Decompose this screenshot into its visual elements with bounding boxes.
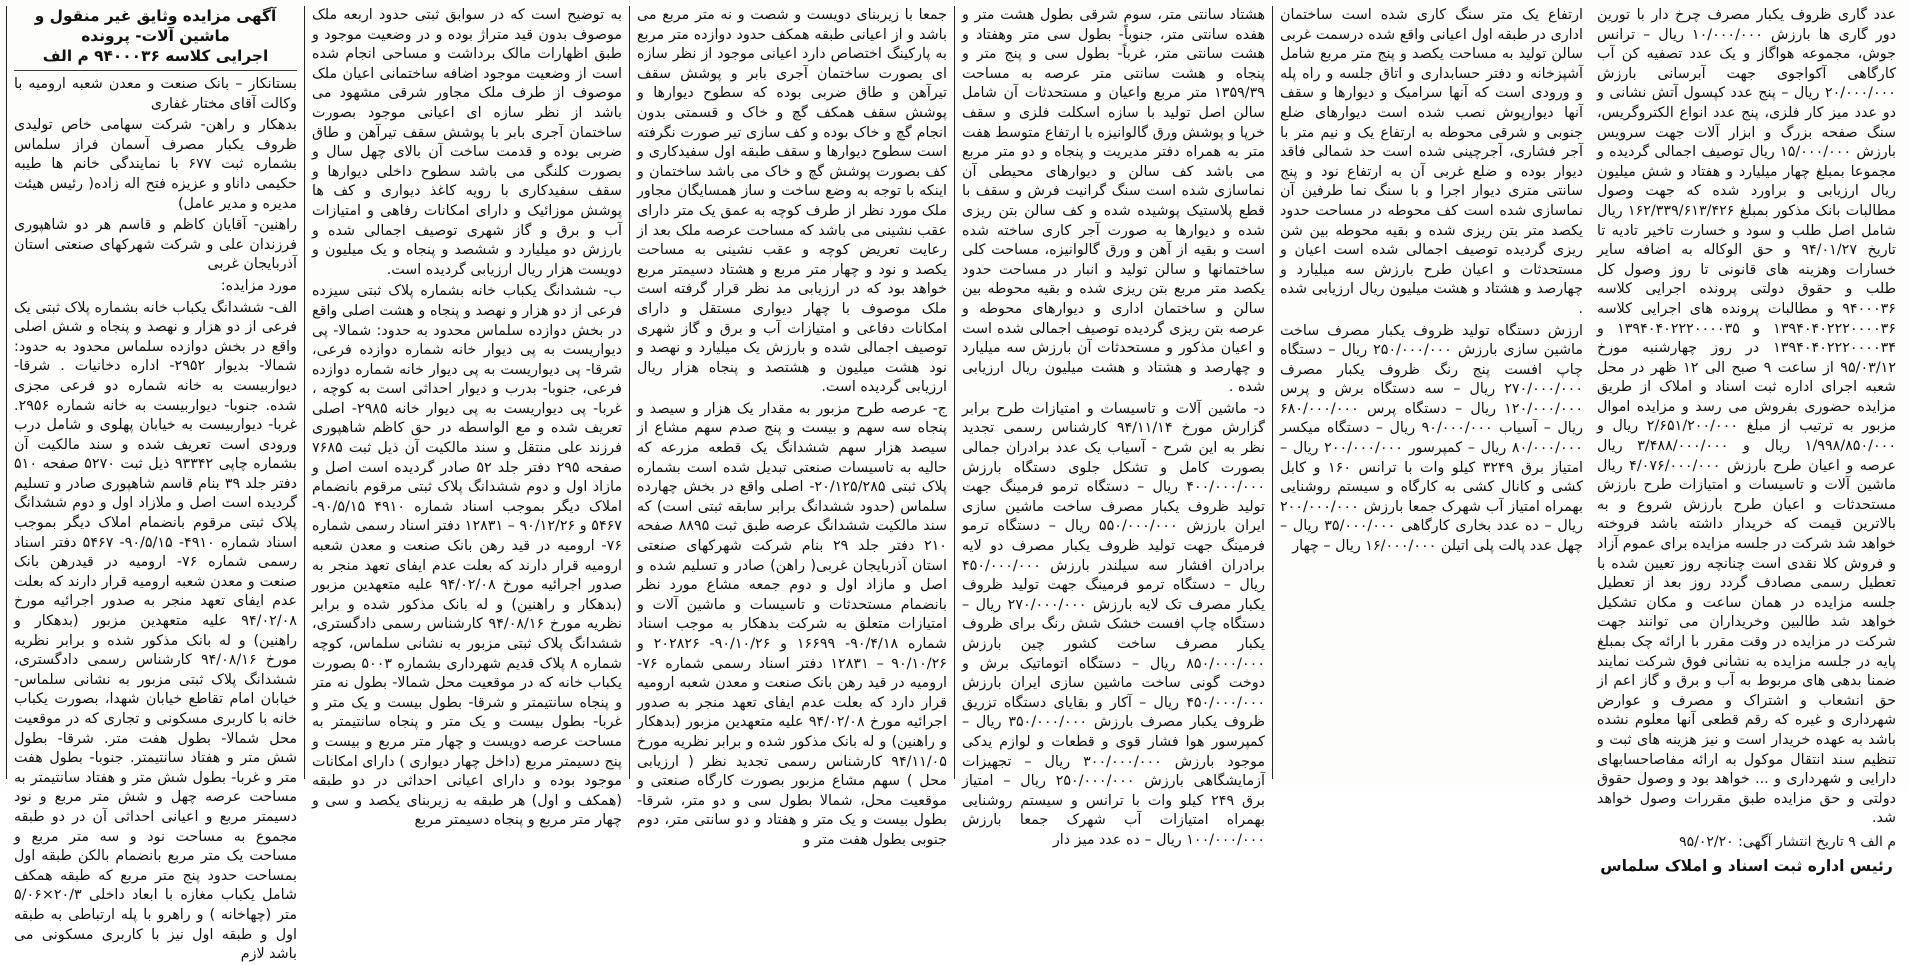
paragraph: بدهکار و راهن- شرکت سهامی خاص تولیدی ظروف یکبار مصرف آسمان فراز سلماس بشماره ثبت ۶۷۷ با نمایندگی خانم ها طیبه حکیمی داناو و عزیزه فتح اله زاده( رئیس هیئت مدیره و مدیر عامل) xyxy=(14,117,298,212)
column-2 xyxy=(304,6,629,829)
paragraph: ارزش دستگاه تولید ظروف یکبار مصرف ساخت ماشین سازی بارزش ۲۵۰/۰۰۰/۰۰۰ ریال – دستگاه چاپ افست پنج رنگ ظروف یکبار مصرف ۲۷۰/۰۰۰/۰۰۰ ریال – سه دستگاه برش و پرس ۱۲۰/۰۰۰/۰۰۰ ریال – دستگاه پرس ۶۸۰/۰۰۰/۰۰۰ ریال – آسیاب ۹۰/۰۰۰/۰۰۰ ریال – دستگاه میکسر ۸۰/۰۰۰/۰۰۰ ریال – کمپرسور ۲۰۰/۰۰۰/۰۰۰ ریال – امتیاز برق ۳۲۴۹ کیلو وات با ترانس ۱۶۰ و کابل کشی و کانال کشی به کارگاه و سیستم روشنایی بهمراه امتیاز آب شهرک جمعا بارزش ۲۰۰/۰۰۰/۰۰۰ ریال – ده عدد بخاری کارگاهی ۳۵/۰۰۰/۰۰۰ ریال – چهل عدد پالت پلی اتیلن ۱۶/۰۰۰/۰۰۰ ریال – چهار xyxy=(1280,322,1583,555)
paragraph: ارتفاع یک متر سنگ کاری شده است ساختمان اداری در طبقه اول اعیانی واقع شده درسمت غربی سالن تولید به مساحت یکصد و پنج متر مربع شامل آشپزخانه و دفتر حسابداری و اتاق جلسه و راه پله و ورودی است که آنها سرامیک و دیوارها و سقف آنها دیوارپوش نصب شده است دیوارهای ضلع جنوبی و شرقی محوطه به ارتفاع یک و نیم متر با آجر فشاری، آجرچینی شده است حد شمالی فاقد دیوار بوده و ضلع غربی آن به ارتفاع نود و پنج سانتی متری دیوار اجرا و با سنگ نما طرفین آن نماسازی شده است کف محوطه در مساحت حدود یکصد متر بتن ریزی شده و بقیه محوطه بین شن ریزی گردیده توصیف اجمالی شده است اعیان و مستحدثات و اعیان طرح بارزش سه میلیارد و چهارصد و هشتاد و هشت میلیون ریال ارزیابی شده . xyxy=(1280,7,1583,317)
paragraph: به توضیح است که در سوابق ثبتی حدود اربعه ملک موصوف بدون قید متراژ بوده و در وضعیت موجود و طبق اظهارات مالک برداشت و مساحی انجام شده است از وضعیت موجود اضافه ساختمانی اعیان ملک موصوف از طرف ملک مجاور شرقی مشهود می باشد از نظر سازه ای اعیانی موجود بصورت ساختمان آجری بابر با پوشش سقف تیرآهن و طاق ضربی بوده و قدمت ساخت آن بالای چهل سال و بصورت کلنگی می باشد سطوح داخلی دیوارها و سقف سفیدکاری با رویه کاغذ دیواری و کف ها پوشش موزائیک و دارای امکانات رفاهی و امتیازات آب و برق و گاز شهری توصیف اجمالی شده و بارزش دو میلیارد و ششصد و پنجاه و یک میلیون و دویست هزار ریال ارزیابی گردیده است. xyxy=(312,7,622,278)
signature-office: رئیس اداره ثبت اسناد و املاک سلماس xyxy=(1600,856,1893,875)
column-3 xyxy=(629,6,954,848)
paragraph: هشتاد سانتی متر، سوم شرقی بطول هشت متر و هفده سانتی متر، جنوباً- بطول سی متر وهفتاد و هشت سانتی متر، غرباً- بطول سی و پنج متر و پنجاه و هشت سانتی متر عرصه به مساحت ۱۳۵۹/۳۹ متر مربع واعیان و مستحدثات آن شامل سالن اصل تولید با سازه اسکلت فلزی و سقف خرپا و پوشش ورق گالوانیزه با ارتفاع متوسط هفت متر به همراه دفتر مدیریت و پنجاه و دو متر مربع می باشد کف سالن و دیوارهای محیطی آن نماسازی شده است سنگ گرانیت فرش و سقف با قطع پلاستیک پوشیده شده و کف سالن بتن ریزی شده و دیوارها به صورت آجر کاری ساخته شده است و بقیه از آهن و ورق گالوانیزه، مساحت کلی ساختمانها و سالن تولید و انبار در مساحت حدود یکصد متر مربع بتن ریزی شده و بقیه محوطه بین سالن و ساختمان اداری و دیوارهای محوطه و عرصه بتن ریزی گردیده توصیف اجمالی شده است و اعیان مذکور و مستحدثات آن بارزش سه میلیارد و چهارصد و هشتاد و هشت میلیون ریال ارزیابی شده . xyxy=(962,7,1265,396)
paragraph: جمعا با زیربنای دویست و شصت و نه متر مربع می باشد و از اعیانی طبقه همکف حدود دوازده متر مربع به پارکینگ اختصاص دارد اعیانی موجود از نظر سازه ای بصورت ساختمان آجری بابر و پوشش سقف تیرآهن و طاق ضربی بوده که سطوح دیوارها و پوشش سقف همکف گچ و خاک و قسمتی بدون انجام گچ و خاک بوده و کف سازی تیر صورت نگرفته است سطوح دیوارها و سقف طبقه اول سفیدکاری و کف بصورت پوشش گچ و خاک می باشد ساختمان و اینکه با توجه به وضع ساخت و ساز همسایگان مجاور ملک مورد نظر از طرف کوچه به عمق یک متر دارای عقب نشینی می باشد که مساحت عرصه ملک بعد از رعایت تعریض کوچه و عقب نشینی به مساحت یکصد و نود و چهار متر مربع و هشتاد دسیمتر مربع خواهد بود که در ارزیابی مد نظر قرار گرفته است ملک موصوف با چهار دیواری مستقل و دارای امکانات دفاعی و امتیازات آب و برق و گاز شهری توصیف اجمالی شده و بارزش یک میلیارد و نهصد و نود هشت میلیون و هشتصد و پنجاه هزار ریال ارزیابی گردیده است. xyxy=(637,7,947,396)
paragraph: د- ماشین آلات و تاسیسات و امتیازات طرح برابر گزارش مورخ ۹۴/۱۱/۱۴ کارشناس رسمی تجدید نظر به این شرح - آسیاب یک عدد برادران جمالی بصورت کامل و تشکل جلوی دستگاه بارزش ۴۰۰/۰۰۰/۰۰۰ ریال – دستگاه ترمو فرمینگ جهت تولید ظروف یکبار مصرف ساخت ماشین سازی ایران بارزش ۵۵۰/۰۰۰/۰۰۰ ریال – دستگاه ترمو فرمینگ جهت تولید ظروف یکبار مصرف دو لایه برادران افشار سه سیلندر بارزش ۴۵۰/۰۰۰/۰۰۰ ریال – دستگاه ترمو فرمینگ جهت تولید ظروف یکبار مصرف تک لایه بارزش ۲۷۰/۰۰۰/۰۰۰ ریال – دستگاه چاپ افست خشک شش رنگ برای ظروف یکبار مصرف ساخت کشور چین بارزش ۸۵۰/۰۰۰/۰۰۰ ریال – دستگاه اتوماتیک برش و دوخت گونی ساخت ماشین سازی ایران بارزش ۴۵۰/۰۰۰/۰۰۰ ریال – آکار و بقایای دستگاه تزریق ظروف یکبار مصرف بارزش ۳۵۰/۰۰۰/۰۰۰ ریال – کمپرسور هوا فشار قوی و قطعات و لوازم یدکی موجود بارزش ۳۰۰/۰۰۰/۰۰۰ ریال – تجهیزات آزمایشگاهی بارزش ۲۵۰/۰۰۰/۰۰۰ ریال – امتیاز برق ۲۴۹ کیلو وات با ترانس و سیستم روشنایی بهمراه امتیازات آب شهرک جمعا بارزش ۱۰۰/۰۰۰/۰۰۰ ریال – ده عدد میز دار xyxy=(962,400,1265,848)
column-4 xyxy=(954,6,1272,848)
paragraph: بستانکار – بانک صنعت و معدن شعبه ارومیه با وکالت آقای مختار غفاری xyxy=(14,76,297,112)
paragraph: مورد مزایده: xyxy=(220,277,297,294)
notice-title xyxy=(14,6,297,71)
column-6 xyxy=(1590,6,1903,875)
title-line-2: اجرایی کلاسه ۹۴۰۰۰۳۶ م الف xyxy=(42,47,269,65)
column-1 xyxy=(6,6,304,963)
column-5 xyxy=(1272,6,1590,779)
paragraph: الف- ششدانگ یکباب خانه بشماره پلاک ثبتی یک فرعی از دو هزار و نهصد و پنجاه و شش اصلی واقع در بخش دوازده سلماس محدود به حدود: شمالا- بدیوار ۲۹۵۲- اداره دخانیات . شرقا- دیواربیست به خانه شماره دو فرعی مجزی شده. جنوبا- دیواربیست به خانه شماره ۲۹۵۶. غربا- دیواربیست به خیابان پهلوی و شامل درب ورودی است تعریف شده و سند مالکیت آن بشماره چاپی ۹۳۳۴۲ ذیل ثبت ۵۲۷۰ صفحه ۵۱۰ دفتر جلد ۳۹ بنام قاسم شاهپوری صادر و تسلیم گردیده است اصل و ملازاد اول و دوم ششدانگ پلاک ثبتی مرقوم بانضمام املاک دیگر بموجب اسناد شماره ۴۹۱۰- ۹۰/۵/۱۵- ۵۴۶۷ دفتر اسناد رسمی شماره ۷۶- ارومیه در قیدرهن بانک صنعت و معدن شعبه ارومیه قرار دارند که بعلت عدم ایفای تعهد منجر به صدور اجرائیه مورخ ۹۴/۰۲/۰۸ علیه متعهدین مزبور (بدهکار و راهنین) و له بانک مذکور شده و برابر نظریه مورخ ۹۴/۰۸/۱۶ کارشناس رسمی دادگستری، ششدانگ پلاک ثبتی مزبور به نشانی سلماس- خیابان امام تقاطع خیابان شهدا، بصورت یکباب خانه با کاربری مسکونی و تجاری که در موقعیت محل شمالا- بطول هفت متر. شرقا- بطول شش متر و هفتاد سانتیمتر. جنوبا- بطول هفت متر و غربا- بطول شش متر و هفتاد سانتیمتر به مساحت عرصه چهل و شش متر مربع و نود دسیمتر مربع و اعیانی احداثی آن در دو طبقه مجموع به مساحت نود و سه متر مربع و مساحت یک متر مربع بانضمام بالکن طبقه اول بمساحت حدود پنج متر مربع که طبقه همکف شامل یکباب مغازه با ابعاد داخلی ۲۰/۳×۵/۰۶ متر (چهاخانه ) و راهرو با پله ارتباطی به طبقه اول و طبقه اول نیز با کاربری مسکونی می باشد لازم xyxy=(14,299,298,963)
paragraph: عدد گاری ظروف یکبار مصرف چرخ دار با تورین دور گاری ها بارزش ۱۰/۰۰۰/۰۰۰ ریال – ترانس جوش، مجموعه هواگاز و یک عدد تصفیه کن آب کارگاهی آکواجوی جهت آبرسانی بارزش ۲۰/۰۰۰/۰۰۰ ریال – پنج عدد کپسول آتش نشانی و دو عدد میز کار فلزی، پنج عدد انواع الکتروگریس، سنگ صفحه بزرگ و ابزار آلات جهت سرویس بارزش ۱۵/۰۰۰/۰۰۰ ریال توصیف اجمالی گردیده و مجموعا بمبلغ چهار میلیارد و هفتاد و شش میلیون ریال ارزیابی و براورد شده که جهت وصول مطالبات بانک مذکور بمبلغ ۱۶۲/۳۳۹/۶۱۳/۴۲۶ ریال شامل اصل طلب و سود و خسارت تاخیر تادیه تا تاریخ ۹۴/۰۱/۲۷ و حق الوکاله به اضافه سایر خسارات وهزینه های قانونی تا روز وصول کل طلب و حقوق دولتی پرونده اجرایی کلاسه ۹۴۰۰۰۳۶ و مطالبات پرونده های اجرایی کلاسه ۱۳۹۴۰۴۰۲۲۲۰۰۰۰۳۶ و ۱۳۹۴۰۴۰۲۲۲۰۰۰۰۳۵ و ۱۳۹۴۰۴۰۲۲۲۰۰۰۰۳۴ در روز چهارشنبه مورخ ۹۵/۰۳/۱۲ از ساعت ۹ صبح الی ۱۲ ظهر در محل شعبه اجرای اداره ثبت اسناد و املاک از طریق مزایده حضوری بفروش می رسد و مزایده اموال مزبور به ترتیب از مبلغ ۲/۶۵۱/۲۰۰/۰۰۰ ریال و ۱/۹۹۸/۸۵۰/۰۰۰ ریال و ۳/۴۸۸/۰۰۰/۰۰۰ ریال عرصه و اعیان طرح بارزش ۴/۰۷۶/۰۰۰/۰۰۰ ریال ماشین آلات و تاسیسات و امتیازات طرح بارزش مستحدثات و اعیان طرح بارزش شروع و به بالاترین قیمت که خریدار داشته باشد فروخته خواهد شد شرکت در جلسه مزایده برای عموم آزاد و فروش کلا نقدی است چنانچه روز تعیین شده با تعطیل رسمی مصادف گردد روز بعد از تعطیل جلسه مزایده در همان ساعت و مکان تشکیل خواهد شد طالبین وخریداران می توانند جهت شرکت در مزایده در وقت مقرر با ارائه چک بمبلغ پایه در جلسه مزایده به نشانی فوق شرکت نمایند ضمنا بدهی های مربوط به آب و برق و گاز اعم از حق انشعاب و اشتراک و مصرف و عوارض شهرداری و غیره که رقم قطعی آنها معلوم نشده باشد به عهده خریدار است و نیز هزینه های ثبت و تنظیم سند انتقال موکول به ارائه مفاصاحسابهای دارایی و شهرداری و ... خواهد بود و وصول حقوق دولتی و حق مزایده طبق مقررات وصول خواهد شد. xyxy=(1597,7,1897,827)
columns-container xyxy=(6,6,1903,963)
paragraph: ب- ششدانگ یکباب خانه بشماره پلاک ثبتی سیزده فرعی از دو هزار و نهصد و پنجاه و هشت اصلی واقع در بخش دوازده سلماس محدود به حدود: شمالا- پی دیواریست به پی دیوار خانه شماره دوازده فرعی، شرقا- پی دیواریست به پی دیوار خانه شماره دوازده فرعی، جنوبا- بدرب و دیوار احداثی است به کوچه ، غربا- پی دیواریست به پی دیوار خانه ۲۹۸۵- اصلی تعریف شده و مع الواسطه در حق کاظم شاهپوری فرزند علی منتقل و سند مالکیت آن ذیل ثبت ۷۶۸۵ صفحه ۲۹۵ دفتر جلد ۵۲ صادر گردیده است اصل و مازاد اول و دوم ششدانگ پلاک ثبتی مرقوم بانضمام املاک دیگر بموجب اسناد شماره ۴۹۱۰ ۹۰/۵/۱۵- ۵۴۶۷ و ۹۰/۱۲/۲۶ – ۱۲۸۳۱ دفتر اسناد رسمی شماره ۷۶- ارومیه در قید رهن بانک صنعت و معدن شعبه ارومیه قرار دارند که بعلت عدم ایفای تعهد منجر به صدور اجرائیه مورخ ۹۴/۰۲/۰۸ علیه متعهدین مزبور (بدهکار و راهنین) و له بانک مذکور شده و برابر نظریه مورخ ۹۴/۰۸/۱۶ کارشناس رسمی دادگستری، ششدانگ پلاک ثبتی مزبور به نشانی سلماس، کوچه شماره ۸ پلاک قدیم شهرداری بشماره ۵۰۰۳ بصورت یکباب خانه که در موقعیت محل شمالا- بطول نه متر و پنجاه سانتیمتر و شرقا- بطول بیست و یک متر و غربا- بطول بیست و یک متر و پنجاه سانتیمتر به مساحت عرصه دویست و چهار متر مربع و بیست و پنج دسیمتر مربع (داخل چهار دیواری ) دارای امکانات موجود بوده و دارای اعیانی احداثی در دو طبقه (همکف و اول) هر طبقه به زیربنای یکصد و سی و چهار متر مربع و پنجاه دسیمتر مربع xyxy=(312,283,623,829)
title-line-1: آگهی مزایده وثایق غیر منقول و ماشین آلات- پرونده xyxy=(34,7,277,45)
paragraph: ج- عرصه طرح مزبور به مقدار یک هزار و سیصد و پنجاه سه سهم و بیست و پنج صدم سهم مشاع از سیصد هزار سهم ششدانگ یک قطعه مزرعه که حالیه به تاسیسات صنعتی تبدیل شده است بشماره پلاک ثبتی ۲۰/۱۲۵/۲۸۵- اصلی واقع در بخش چهارده سلماس (حدود ششدانگ برابر سابقه ثبتی است) که سند مالکیت ششدانگ عرصه طبق ثبت ۸۸۹۵ صفحه ۲۱۰ دفتر جلد ۲۹ بنام شرکت شهرکهای صنعتی استان آذربایجان غربی( راهن) صادر و تسلیم شده و اصل و مازاد اول و دوم جمعه مشاع مورد نظر بانضمام مستحدثات و تاسیسات و ماشین آلات و امتیازات متعلق به شرکت بدهکار به موجب اسناد شماره ۹۰/۴/۱۸- ۱۶۶۹۹ و ۹۰/۱۰/۲۶- ۲۰۲۸۲۶ و ۹۰/۱۰/۲۶ – ۱۲۸۳۱ دفتر اسناد رسمی شماره ۷۶- ارومیه در قید رهن بانک صنعت و معدن شعبه ارومیه قرار دارد که بعلت عدم ایفای تعهد منجر به صدور اجرائیه مورخ ۹۴/۰۲/۰۸ علیه متعهدین مزبور (بدهکار و راهنین) و له بانک مذکور شده و برابر نظریه مورخ ۹۴/۱۱/۰۵ کارشناس رسمی تجدید نظر ( ارزیابی محل ) سهم مشاع مزبور بصورت کارگاه صنعتی و موقعیت محل، شمالا بطول سی و دو متر، شرقا- بطول بیست و یک متر و هفتاد و دو سانتی متر، دوم جنوبی بطول هفت متر و xyxy=(637,400,948,848)
paragraph: راهنین- آقایان کاظم و قاسم هر دو شاهپوری فرزندان علی و شرکت شهرکهای صنعتی استان آذربایجان غربی xyxy=(14,217,297,273)
publication-date: م الف ۹ تاریخ انتشار آگهی: ۹۵/۰۲/۲۰ xyxy=(1679,833,1896,850)
